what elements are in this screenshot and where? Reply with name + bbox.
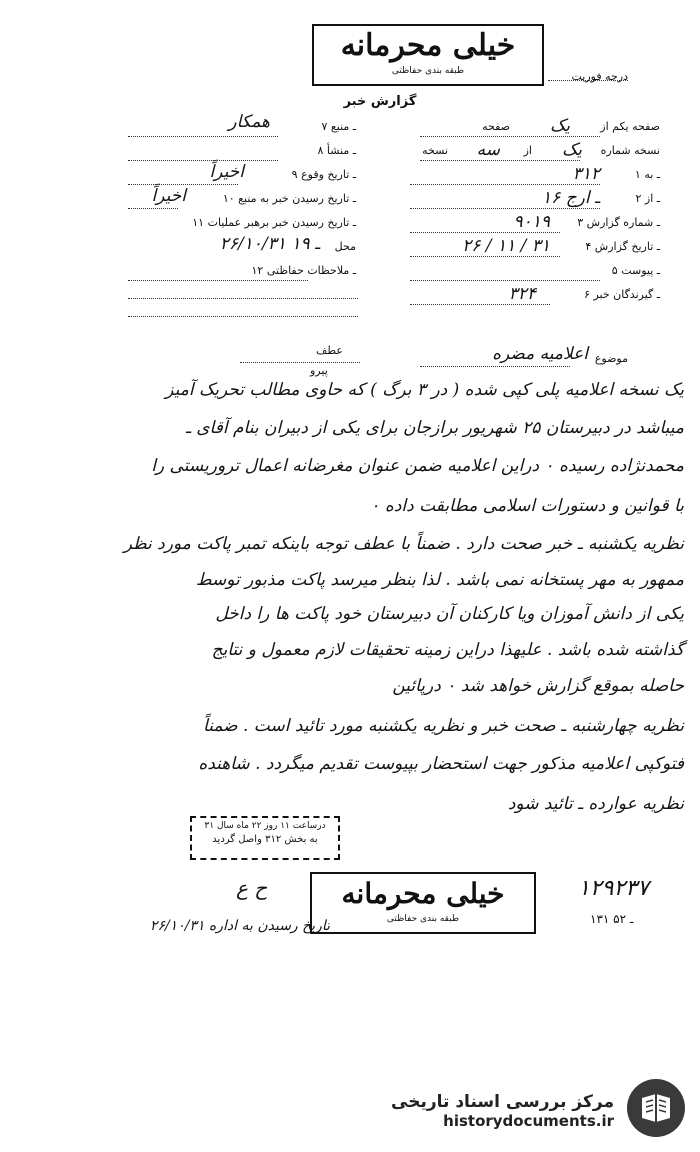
- peyro-label: پیرو: [310, 364, 328, 377]
- signature-initial: ح ع: [236, 876, 268, 900]
- body-line: گذاشته شده باشد . علیهذا دراین زمینه تحقیقات لازم معمول و نتایج: [211, 640, 684, 660]
- field-source-receipt-date: ۱۰ ـ تاریخ رسیدن خبر به منبع اخیراً: [151, 186, 356, 206]
- body-line: میباشد در دبیرستان ۲۵ شهریور برازجان برای یکی از دبیران بنام آقای ـ: [185, 418, 684, 438]
- receipt-stamp-line1: درساعت ۱۱ روز ۲۲ ماه سال ۳۱: [204, 821, 326, 831]
- top-stamp-subtitle: طبقه بندی حفاظتی: [391, 66, 465, 76]
- atf-label: عطف: [316, 344, 343, 357]
- field-to: ۱ ـ به ۳۱۲: [572, 164, 660, 184]
- field-report-date: ۴ ـ تاریخ گزارش ۲۶ / ۱۱ / ۳۱: [462, 236, 660, 256]
- document-number-sub: ۱۳۱ ـ ۵۲: [590, 912, 634, 926]
- top-stamp-title: خیلی محرمانه: [340, 28, 516, 63]
- field-ops-receipt-date: ۱۱ ـ تاریخ رسیدن خبر برهبر عملیات: [192, 216, 356, 229]
- brand-text-block: [391, 1092, 614, 1130]
- archive-logo-icon: [626, 1078, 686, 1138]
- field-attachment: ۵ ـ پیوست: [611, 264, 660, 277]
- receipt-stamp: [190, 816, 340, 860]
- priority-label: درجه فوریت: [571, 70, 628, 83]
- brand-website: historydocuments.ir: [443, 1112, 614, 1130]
- field-origin: ۸ ـ منشأ: [317, 144, 356, 157]
- body-line: با قوانین و دستورات اسلامی مطابقت داده ۰: [370, 496, 684, 516]
- field-report-number: ۳ ـ شماره گزارش ۹۰۱۹: [513, 212, 660, 232]
- report-title: گزارش خبر: [343, 94, 417, 109]
- body-line: حاصله بموقع گزارش خواهد شد ۰ درپائین: [392, 676, 684, 696]
- body-line: یکی از دانش آموزان ویا کارکنان آن دبیرستان خود پاکت ها را داخل: [215, 604, 684, 624]
- field-from: ۲ ـ از ۱۶ ـ ارج: [542, 188, 660, 208]
- bottom-classification-stamp: [310, 872, 536, 934]
- bottom-handwritten-note: تاریخ رسیدن به اداره ۲۶/۱۰/۳۱: [149, 918, 330, 934]
- body-line: ممهور به مهر پستخانه نمی باشد . لذا بنظر میرسد پاکت مذبور توسط: [195, 570, 684, 590]
- branding-footer: [0, 1030, 700, 1152]
- field-event-date: ۹ ـ تاریخ وقوع اخیراً: [209, 162, 356, 182]
- field-recipients: ۶ ـ گیرندگان خبر ۳۲۴: [508, 284, 660, 304]
- body-line: نظریه یکشنبه ـ خبر صحت دارد . ضمناً با عطف توجه باینکه تمبر پاکت مورد نظر: [123, 534, 684, 554]
- top-classification-stamp: [312, 24, 544, 86]
- body-line: یک نسخه اعلامیه پلی کپی شده ( در ۳ برگ ) که حاوی مطالب تحریک آمیز: [165, 380, 684, 400]
- field-copy-number: نسخه شماره یک از سه نسخه: [422, 140, 660, 160]
- body-line: نظریه چهارشنبه ـ صحت خبر و نظریه یکشنبه مورد تائید است . ضمناً: [203, 716, 684, 736]
- subject-label: موضوع: [594, 352, 628, 365]
- field-location: محل ۲۶/۱۰/۳۱ ـ ۱۹: [219, 234, 356, 254]
- field-security-notes: ۱۲ ـ ملاحظات حفاظتی: [251, 264, 356, 277]
- receipt-stamp-line2: به بخش ۳۱۲ واصل گردید: [212, 834, 318, 845]
- body-line: محمدنژاده رسیده ۰ دراین اعلامیه ضمن عنوان مغرضانه اعمال تروریستی را: [151, 456, 684, 476]
- bottom-stamp-title: خیلی محرمانه: [341, 877, 505, 910]
- field-page: صفحه یکم از یک صفحه: [482, 116, 660, 136]
- field-source: ۷ ـ منبع همکار: [228, 112, 356, 133]
- subject-value: اعلامیه مضره: [492, 344, 588, 364]
- body-line: نظریه عوارده ـ تائید شود: [507, 794, 684, 814]
- brand-center-name: مرکز بررسی اسناد تاریخی: [391, 1092, 614, 1112]
- bottom-stamp-subtitle: طبقه بندی حفاظتی: [386, 914, 460, 924]
- document-number: ۱۲۹۲۳۷: [578, 876, 649, 901]
- body-line: فتوکپی اعلامیه مذکور جهت استحضار بپیوست تقدیم میگردد . شاهنده: [198, 754, 684, 774]
